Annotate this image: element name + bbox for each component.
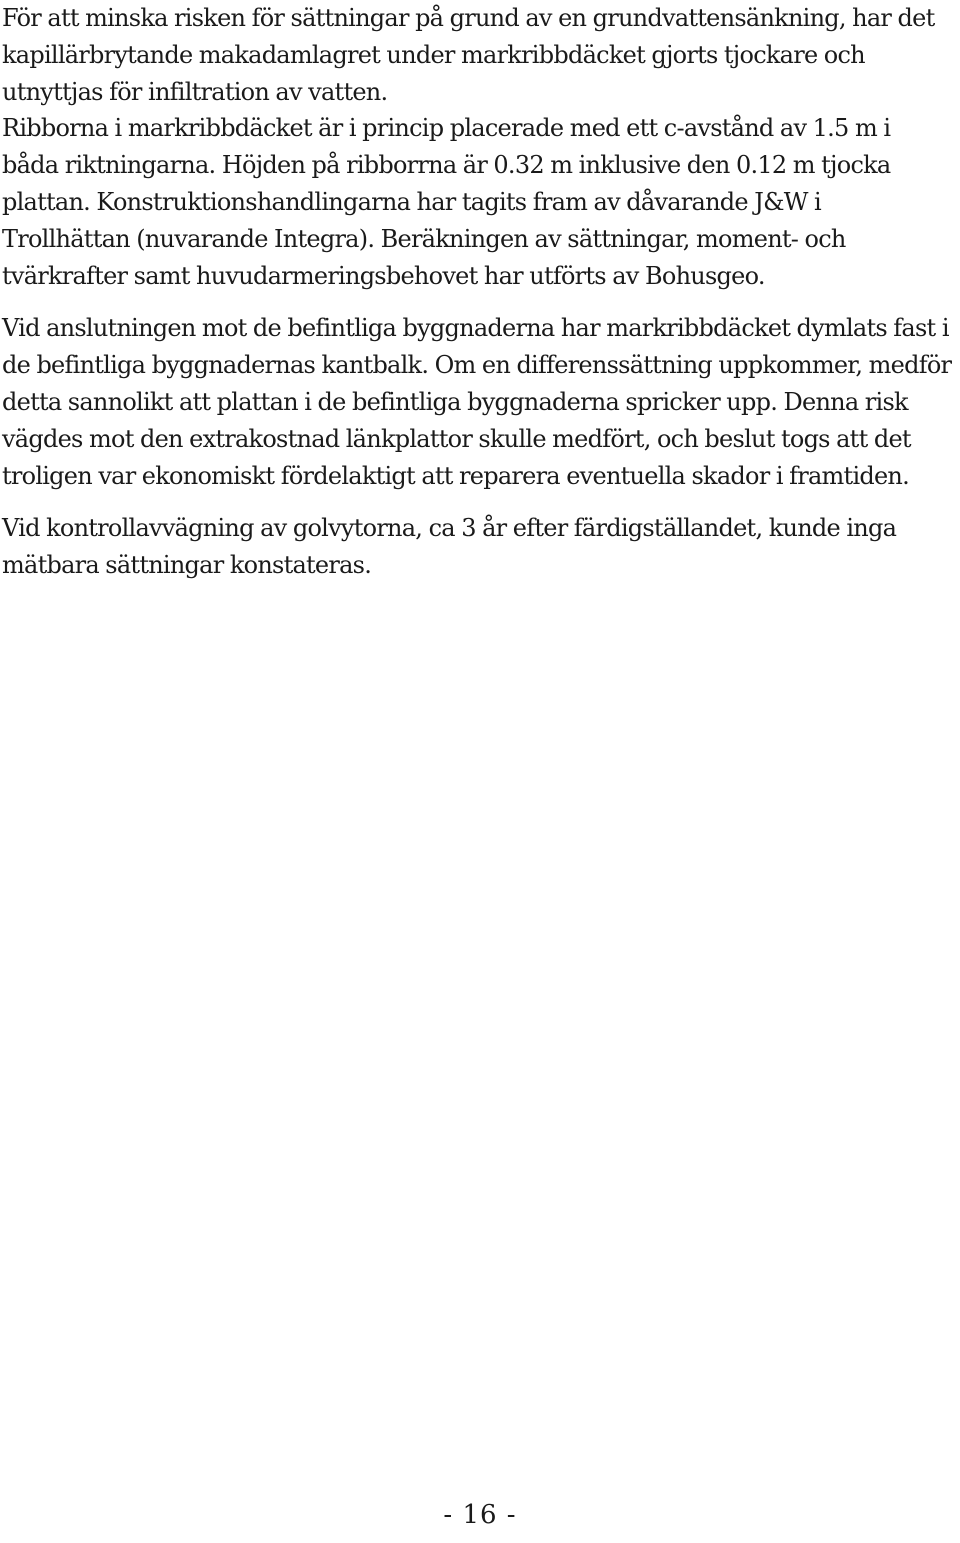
paragraph-leveling: Vid kontrollavvägning av golvytorna, ca 3 år efter färdigställandet, kunde inga mätbara sättningar konstateras. [2,514,897,580]
paragraph-ribs: Ribborna i markribbdäcket är i princip placerade med ett c-avstånd av 1.5 m i båda riktningarna. Höjden på ribborrna är 0.32 m inklusive den 0.12 m tjocka plattan. Konstruktionshandlingarna har tagits fram av dåvarande J&W i Trollhättan (nuvarande Integra). Beräkningen av sättningar, moment- och tvärkrafter samt huvudarmeringsbehovet har utförts av Bohusgeo. [2,114,891,290]
paragraph-connection: Vid anslutningen mot de befintliga byggnaderna har markribbdäcket dymlats fast i de befintliga byggnadernas kantbalk. Om en differenssättning uppkommer, medför detta sannolikt att plattan i de befintliga byggnaderna spricker upp. Denna risk vägdes mot den extrakostnad länkplattor skulle medfört, och beslut togs att det troligen var ekonomiskt fördelaktigt att reparera eventuella skador i framtiden. [2,314,952,490]
page-number: - 16 - [443,1500,517,1530]
paragraph-groundwater: För att minska risken för sättningar på grund av en grundvattensänkning, har det kapillärbrytande makadamlagret under markribbdäcket gjorts tjockare och utnyttjas för infiltration av vatten. [2,4,935,106]
body-text [2,0,952,584]
